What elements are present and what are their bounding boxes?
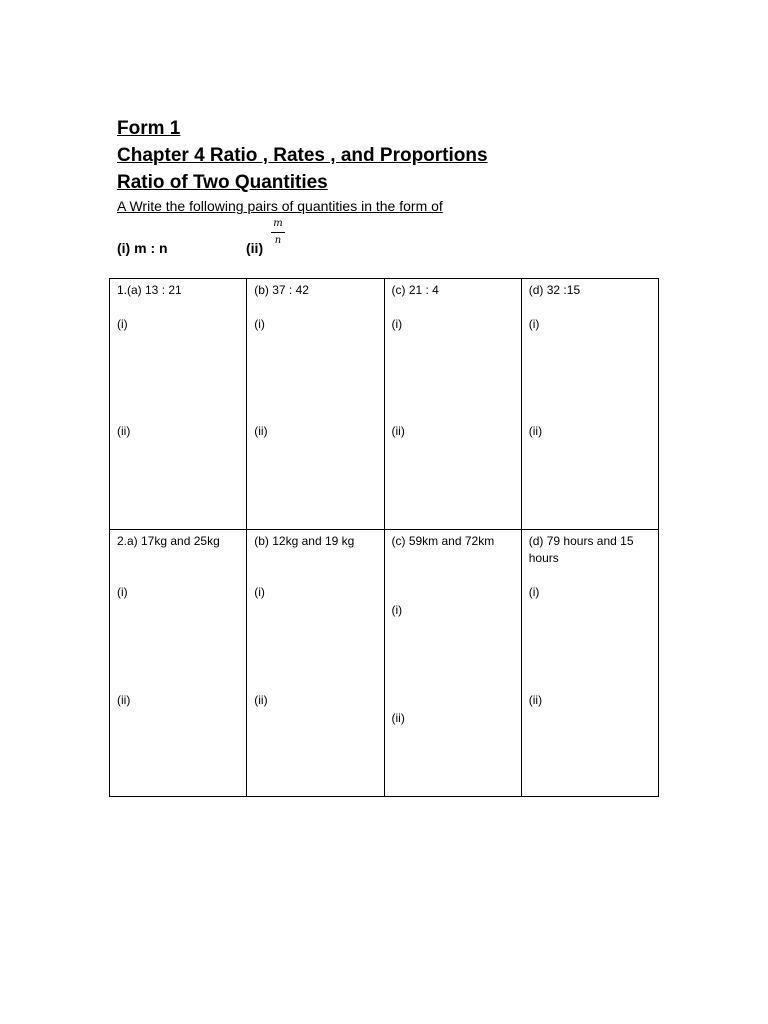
exercise-cell [384,530,521,797]
form-fraction-label: (ii) [246,240,264,256]
answer-label-ii: (ii) [117,424,131,438]
answer-label-i: (i) [117,317,128,331]
answer-label-i: (i) [254,317,265,331]
fraction-m-over-n [271,219,285,246]
exercise-cell [521,279,658,530]
answer-label-i: (i) [391,603,403,617]
question-label: 1.(a) 13 : 21 [117,283,182,297]
form-title: Form 1 [117,118,181,139]
answer-label-i: (i) [528,585,540,599]
answer-label-ii: (ii) [254,424,268,438]
exercise-cell [247,279,384,530]
form-ratio-label: (i) m : n [117,240,168,256]
exercise-cell [247,530,384,797]
answer-label-ii: (ii) [254,693,268,707]
table-row [110,279,659,530]
question-label: (d) 79 hours and 15 hours [528,534,634,565]
answer-label-ii: (ii) [117,693,131,707]
answer-label-i: (i) [391,317,403,331]
answer-forms [117,240,264,256]
exercise-cell [110,530,247,797]
topic-title: Ratio of Two Quantities [117,172,328,193]
question-label: (d) 32 :15 [528,283,581,297]
exercise-cell [384,279,521,530]
question-label: (b) 12kg and 19 kg [254,534,355,548]
instruction-text: A Write the following pairs of quantities in the form of [117,198,443,214]
answer-label-i: (i) [528,317,540,331]
chapter-title: Chapter 4 Ratio , Rates , and Proportions [117,145,488,166]
answer-label-i: (i) [117,585,128,599]
question-label: (c) 59km and 72km [391,534,495,548]
exercise-cell [110,279,247,530]
answer-label-ii: (ii) [391,711,405,725]
answer-label-ii: (ii) [528,424,543,438]
question-label: (b) 37 : 42 [254,283,309,297]
question-label: 2.a) 17kg and 25kg [117,534,220,548]
answer-label-ii: (ii) [528,693,543,707]
table-row [110,530,659,797]
exercise-cell [521,530,658,797]
exercise-table [109,278,659,797]
fraction-numerator: m [271,219,285,233]
answer-label-i: (i) [254,585,265,599]
answer-label-ii: (ii) [391,424,405,438]
fraction-denominator: n [274,235,282,246]
question-label: (c) 21 : 4 [391,283,439,297]
